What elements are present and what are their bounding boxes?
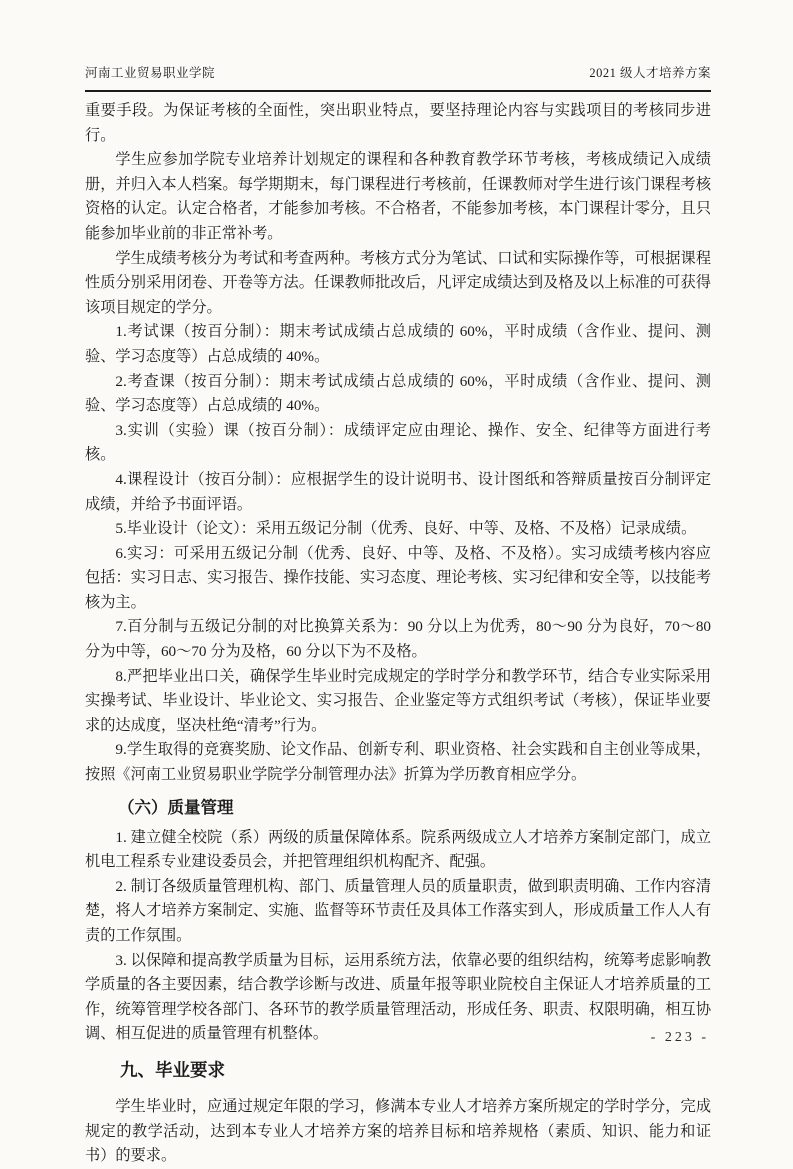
- list-item-practical-course: 3.实训（实验）课（按百分制）：成绩评定应由理论、操作、安全、纪律等方面进行考核。: [85, 421, 711, 464]
- list-item-exam-course: 1.考试课（按百分制）：期末考试成绩占总成绩的 60%，平时成绩（含作业、提问、测验、学习态度等）占总成绩的 40%。: [85, 323, 711, 365]
- page-header: [85, 63, 711, 92]
- document-body: [85, 99, 711, 1169]
- paragraph-continuation: 重要手段。为保证考核的全面性，突出职业特点，要坚持理论内容与实践项目的考核同步进行。: [85, 102, 711, 144]
- section-heading-quality: （六）质量管理: [118, 797, 234, 817]
- list-item-grade-conversion: 7.百分制与五级记分制的对比换算关系为：90 分以上为优秀，80～90 分为良好，70～80 分为中等，60～70 分为及格，60 分以下为不及格。: [85, 618, 711, 661]
- page-number: - 223 -: [650, 1030, 709, 1045]
- list-item-check-course: 2.考查课（按百分制）：期末考试成绩占总成绩的 60%，平时成绩（含作业、提问、测验、学习态度等）占总成绩的 40%。: [85, 372, 711, 415]
- list-item-graduation-exit: 8.严把毕业出口关，确保学生毕业时完成规定的学时学分和教学环节，结合专业实际采用实操考试、毕业设计、毕业论文、实习报告、企业鉴定等方式组织考试（考核），保证毕业要求的达成度，坚决杜绝“清考”行为。: [85, 667, 711, 734]
- quality-item-management: 3. 以保障和提高教学质量为目标，运用系统方法，依靠必要的组织结构，统筹考虑影响教学质量的各主要因素，结合教学诊断与改进、质量年报等职业院校自主保证人才培养质量的工作，统筹管理学校各部门、各环节的教学质量管理活动，形成任务、职责、权限明确，相互协调、相互促进的质量管理有机整体。: [85, 951, 711, 1043]
- quality-item-duties: 2. 制订各级质量管理机构、部门、质量管理人员的质量职责，做到职责明确、工作内容清楚，将人才培养方案制定、实施、监督等环节责任及具体工作落实到人，形成质量工作人人有责的工作氛围。: [85, 877, 711, 944]
- quality-item-system: 1. 建立健全校院（系）两级的质量保障体系。院系两级成立人才培养方案制定部门，成立机电工程系专业建设委员会，并把管理组织机构配齐、配强。: [85, 828, 711, 871]
- list-item-credit-conversion: 9.学生取得的竞赛奖励、论文作品、创新专利、职业资格、社会实践和自主创业等成果，按照《河南工业贸易职业学院学分制管理办法》折算为学历教育相应学分。: [85, 741, 711, 784]
- paragraph-assessment-rules: 学生应参加学院专业培养计划规定的课程和各种教育教学环节考核，考核成绩记入成绩册，并归入本人档案。每学期期末，每门课程进行考核前，任课教师对学生进行该门课程考核资格的认定。认定合格者，才能参加考核。不合格者，不能参加考核，本门课程计零分，且只能参加毕业前的非正常补考。: [85, 151, 711, 242]
- header-school-name: 河南工业贸易职业学院: [85, 66, 216, 80]
- paragraph-graduation-req: 学生毕业时，应通过规定年限的学习，修满本专业人才培养方案所规定的学时学分，完成规定的教学活动，达到本专业人才培养方案的培养目标和培养规格（素质、知识、能力和证书）的要求。: [85, 1097, 711, 1165]
- chapter-heading-graduation: 九、毕业要求: [120, 1059, 225, 1080]
- list-item-course-design: 4.课程设计（按百分制）：应根据学生的设计说明书、设计图纸和答辩质量按百分制评定成绩，并给予书面评语。: [85, 470, 711, 513]
- list-item-graduation-design: 5.毕业设计（论文）：采用五级记分制（优秀、良好、中等、及格、不及格）记录成绩。: [115, 520, 697, 538]
- paragraph-assessment-types: 学生成绩考核分为考试和考查两种。考核方式分为笔试、口试和实际操作等，可根据课程性质分别采用闭卷、开卷等方法。任课教师批改后，凡评定成绩达到及格及以上标准的可获得该项目规定的学分。: [85, 249, 711, 316]
- header-plan-title: 2021 级人才培养方案: [589, 66, 711, 80]
- list-item-internship: 6.实习：可采用五级记分制（优秀、良好、中等、及格、不及格）。实习成绩考核内容应包括：实习日志、实习报告、操作技能、实习态度、理论考核、实习纪律和安全等，以技能考核为主。: [85, 544, 711, 611]
